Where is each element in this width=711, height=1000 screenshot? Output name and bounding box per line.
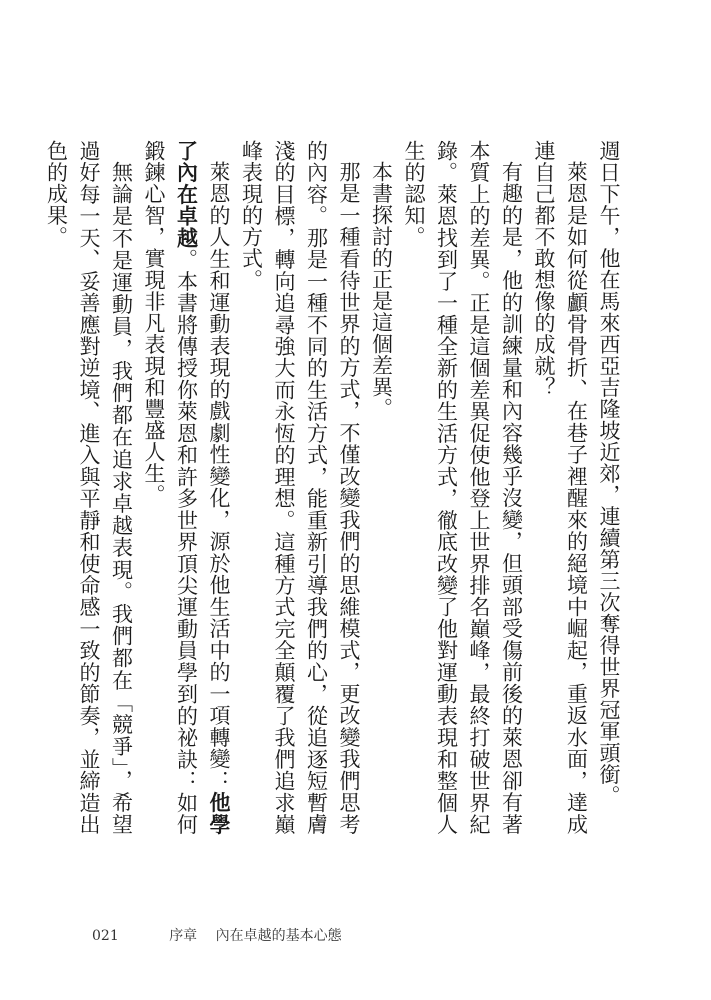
paragraph-text: 無論是不是運動員，我們都在追求卓越表現。我們都在「競爭」，希望過好每一天、妥善應對逆境、進入與平靜和使命感一致的節奏，並締造出色的成果。 bbox=[44, 140, 134, 835]
paragraph-text: 。本書將傳授你萊恩和許多世界頂尖運動員學到的祕訣：如何鍛鍊心智，實現非凡表現和豐盛人生。 bbox=[142, 140, 199, 836]
paragraph-text: 本書探討的正是這個差異。 bbox=[369, 161, 394, 419]
paragraph bbox=[40, 140, 138, 835]
body-text bbox=[40, 140, 625, 835]
paragraph bbox=[365, 140, 398, 835]
paragraph bbox=[398, 140, 528, 835]
paragraph bbox=[593, 140, 626, 835]
paragraph-text: 週日下午，他在馬來西亞吉隆坡近郊，連續第三次奪得世界冠軍頭銜。 bbox=[597, 140, 621, 807]
page-number: 021 bbox=[92, 928, 119, 944]
paragraph-text: 萊恩是如何從顱骨骨折、在巷子裡醒來的絕境中崛起，重返水面，達成連自己都不敢想像的成就？ bbox=[532, 140, 589, 835]
paragraph-text: 萊恩的人生和運動表現的戲劇性變化，源於他生活中的一項轉變： bbox=[207, 161, 231, 792]
paragraph bbox=[528, 140, 593, 835]
paragraph-text: 有趣的是，他的訓練量和內容幾乎沒變，但頭部受傷前後的萊恩卻有著本質上的差異。正是這個差異促使他登上世界排名巔峰，最終打破世界紀錄。萊恩找到了一種全新的生活方式，徹底改變了他對運動表現和整個人生的認知。 bbox=[402, 140, 524, 835]
paragraph-text: 那是一種看待世界的方式，不僅改變我們的思維模式，更改變我們思考的內容。那是一種不同的生活方式，能重新引導我們的心，從追逐短暫膚淺的目標，轉向追尋強大而永恆的理想。這種方式完全顛覆了我們追求巔峰表現的方式。 bbox=[239, 140, 361, 835]
chapter-title: 內在卓越的基本心態 bbox=[215, 928, 342, 944]
paragraph bbox=[235, 140, 365, 835]
paragraph bbox=[138, 140, 236, 835]
chapter-label: 序章 bbox=[169, 928, 198, 944]
page-footer bbox=[92, 925, 342, 949]
emphasized-text: 他學了內在卓越 bbox=[174, 140, 231, 835]
